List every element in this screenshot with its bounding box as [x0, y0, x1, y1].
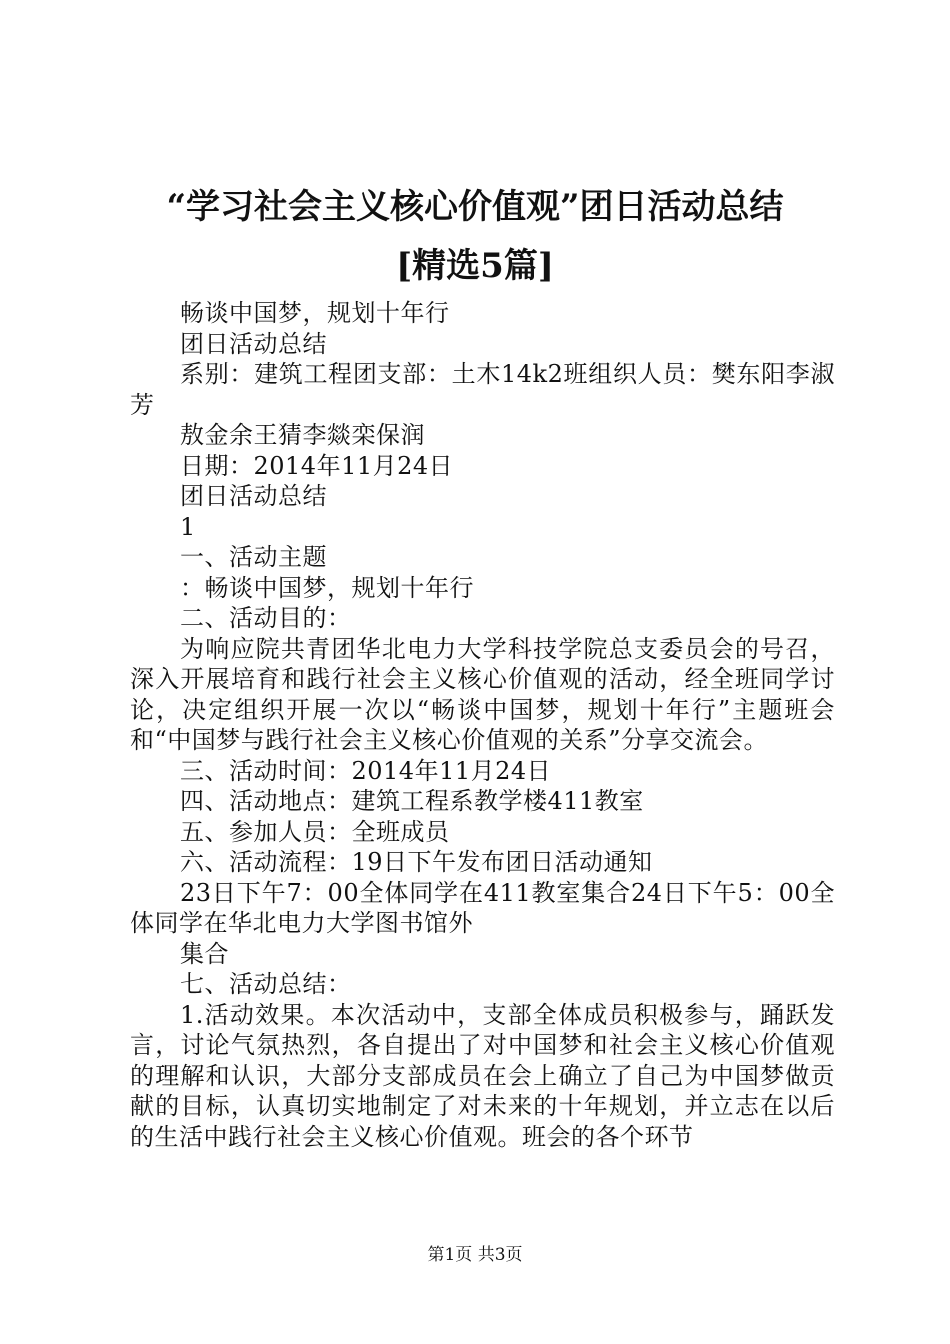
section-heading: 六、活动流程：19日下午发布团日活动通知: [180, 848, 653, 876]
section-heading: 三、活动时间：2014年11月24日: [180, 756, 552, 785]
text-line: ：畅谈中国梦，规划十年行: [180, 573, 474, 602]
section-heading: 五、参加人员：全班成员: [180, 817, 450, 846]
text-paragraph: 为响应院共青团华北电力大学科技学院总支委员会的号召，深入开展培育和践行社会主义核心价值观的活动，经全班同学讨论，决定组织开展一次以“畅谈中国梦，规划十年行”主题班会和“中国梦与践行社会主义核心价值观的关系”分享交流会。: [130, 634, 835, 754]
text-line: 集合: [180, 939, 229, 968]
section-heading: 七、活动总结：: [180, 970, 352, 998]
text-paragraph: 1.活动效果。本次活动中，支部全体成员积极参与，踊跃发言，讨论气氛热烈，各自提出了对中国梦和社会主义核心价值观的理解和认识，大部分支部成员在会上确立了自己为中国梦做贡献的目标，认真切实地制定了对未来的十年规划，并立志在以后的生活中践行社会主义核心价值观。班会的各个环节: [130, 1000, 835, 1151]
page-footer: 第1页 共3页: [427, 1245, 523, 1265]
section-heading: 二、活动目的：: [180, 604, 352, 632]
text-paragraph: 系别：建筑工程团支部：土木14k2班组织人员：樊东阳李淑芳: [130, 360, 835, 419]
document-title: “学习社会主义核心价值观”团日活动总结: [166, 187, 784, 227]
text-line: 团日活动总结: [180, 329, 327, 358]
text-line: 1: [180, 512, 196, 541]
document-body: [130, 298, 835, 1152]
section-heading: 四、活动地点：建筑工程系教学楼411教室: [180, 787, 644, 815]
document-subtitle: [精选5篇]: [396, 246, 554, 286]
text-line: 团日活动总结: [180, 482, 327, 510]
text-paragraph: 23日下午7：00全体同学在411教室集合24日下午5：00全体同学在华北电力大学图书馆外: [130, 878, 835, 937]
text-line: 日期：2014年11月24日: [180, 451, 454, 480]
section-heading: 一、活动主题: [180, 543, 327, 571]
text-line: 敖金余王猜李燚栾保润: [180, 421, 425, 449]
text-line: 畅谈中国梦，规划十年行: [180, 299, 450, 327]
